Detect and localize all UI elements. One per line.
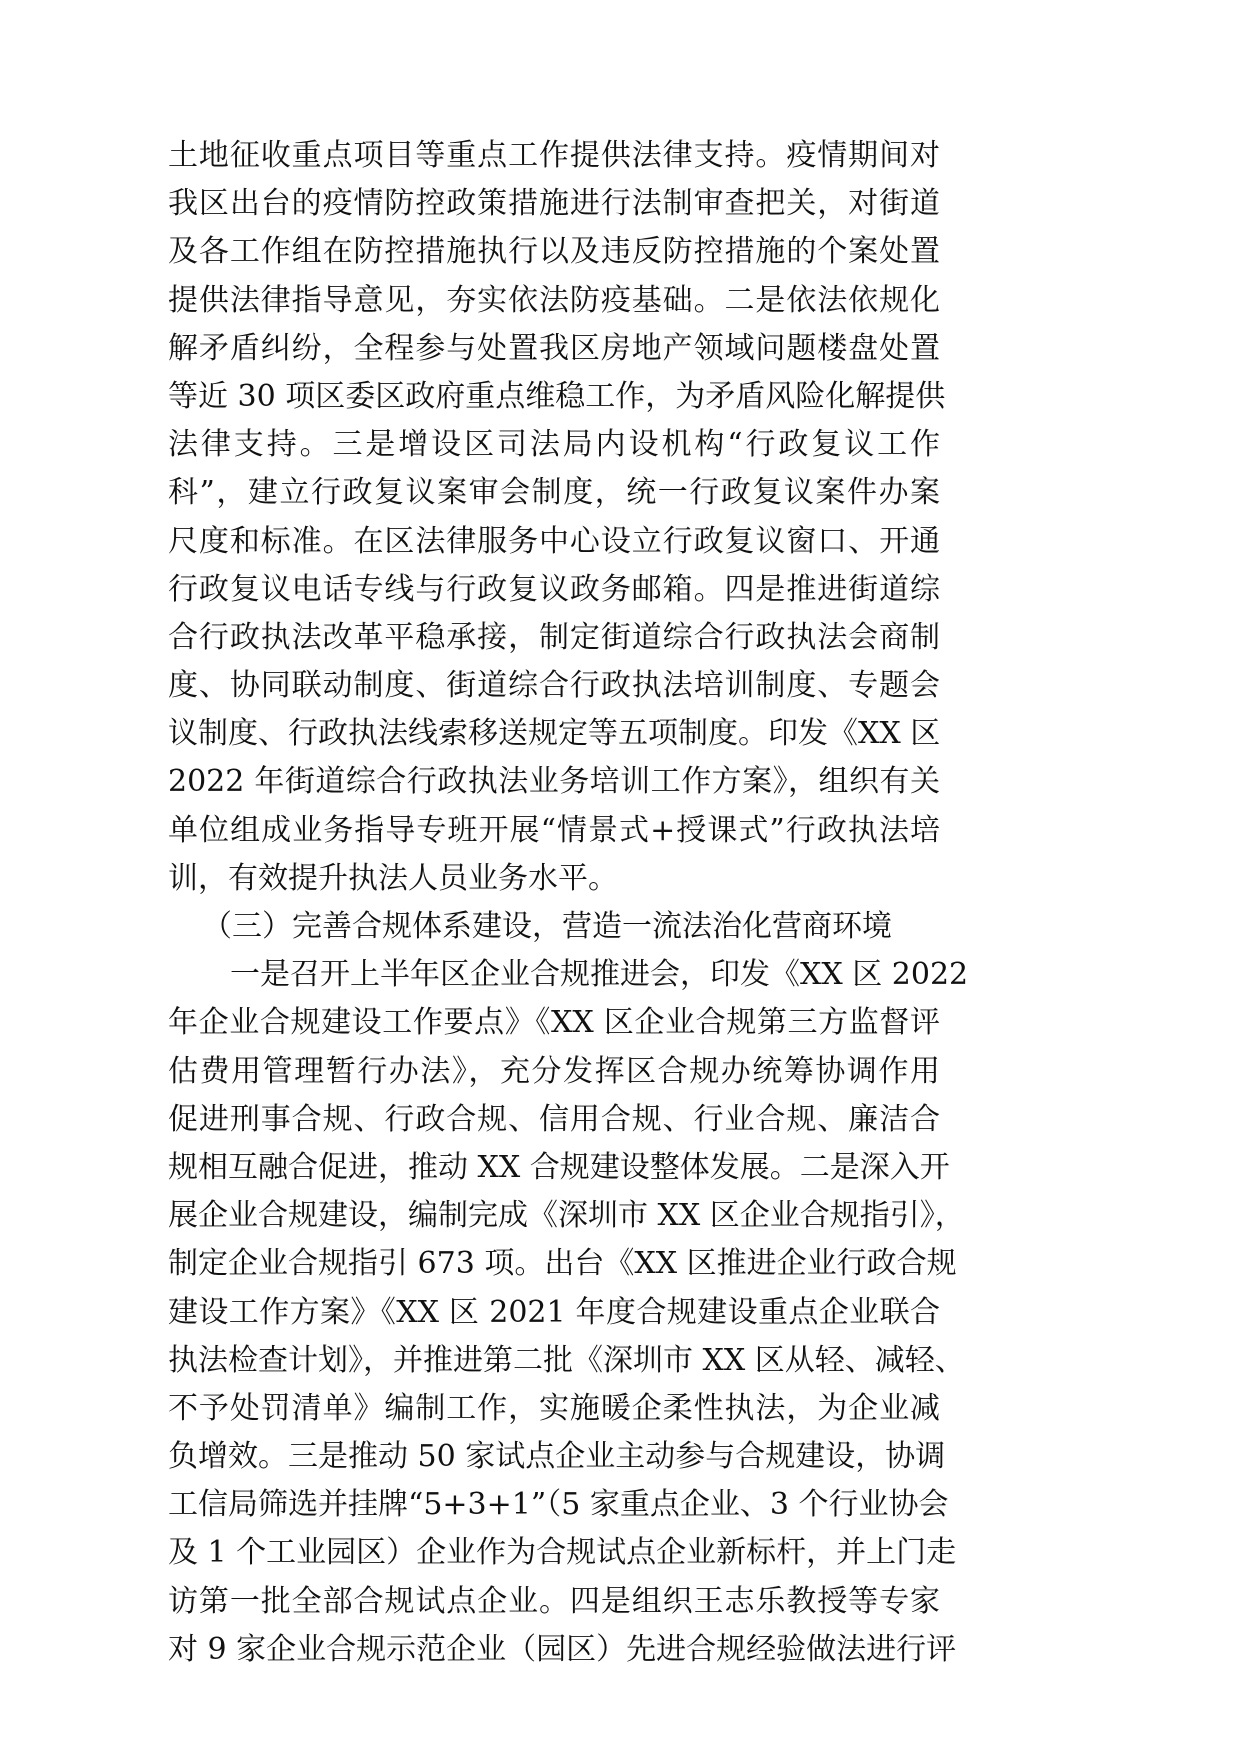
body-text-line: 访第一批全部合规试点企业。四是组织王志乐教授等专家 [168,1583,940,1619]
paragraph-1 [168,132,946,903]
body-text-line: 土地征收重点项目等重点工作提供法律支持。疫情期间对 [168,138,940,173]
body-text-line: 合行政执法改革平稳承接，制定街道综合行政执法会商制 [168,619,940,655]
body-text-line: 及 1 个工业园区）企业作为合规试点企业新标杆，并上门走 [168,1535,957,1571]
document-body [168,132,969,1674]
body-text-line: 建设工作方案》《XX 区 2021 年度合规建设重点企业联合 [168,1294,940,1330]
paragraph-2 [168,951,969,1674]
body-text-line: 提供法律指导意见，夯实依法防疫基础。二是依法依规化 [168,282,940,318]
body-text-line: 科”，建立行政复议案审会制度，统一行政复议案件办案 [168,475,940,511]
body-text-line: 我区出台的疫情防控政策措施进行法制审查把关，对街道 [168,186,940,222]
body-text-line: 负增效。三是推动 50 家试点企业主动参与合规建设，协调 [168,1439,946,1475]
body-text-line: 一是召开上半年区企业合规推进会，印发《XX 区 2022 [230,957,969,993]
body-text-line: 度、协同联动制度、街道综合行政执法培训制度、专题会 [168,668,940,704]
body-text-line: 规相互融合促进，推动 XX 合规建设整体发展。二是深入开 [168,1149,950,1185]
body-text-line: 解矛盾纠纷，全程参与处置我区房地产领域问题楼盘处置 [168,330,940,366]
body-text-line: 及各工作组在防控措施执行以及违反防控措施的个案处置 [168,234,940,270]
body-text-line: 行政复议电话专线与行政复议政务邮箱。四是推进街道综 [168,571,940,607]
body-text-line: 对 9 家企业合规示范企业（园区）先进合规经验做法进行评 [168,1631,957,1667]
body-text-line: 等近 30 项区委区政府重点维稳工作，为矛盾风险化解提供 [168,378,946,414]
body-text-line: 促进刑事合规、行政合规、信用合规、行业合规、廉洁合 [168,1101,940,1137]
body-text-line: 工信局筛选并挂牌“5+3+1”（5 家重点企业、3 个行业协会 [168,1487,949,1523]
body-text-line: 制定企业合规指引 673 项。出台《XX 区推进企业行政合规 [168,1246,957,1282]
body-text-line: 法律支持。三是增设区司法局内设机构“行政复议工作 [168,427,940,463]
body-text-line: 尺度和标准。在区法律服务中心设立行政复议窗口、开通 [168,523,940,559]
section-heading: （三）完善合规体系建设，营造一流法治化营商环境 [202,909,892,944]
body-text-line: 议制度、行政执法线索移送规定等五项制度。印发《XX 区 [168,716,941,752]
body-text-line: 展企业合规建设，编制完成《深圳市 XX 区企业合规指引》， [168,1198,965,1234]
body-text-line: 单位组成业务指导专班开展“情景式+授课式”行政执法培 [168,812,940,848]
body-text-line: 不予处罚清单》编制工作，实施暖企柔性执法，为企业减 [168,1390,940,1426]
body-text-line: 训，有效提升执法人员业务水平。 [168,860,618,896]
body-text-line: 估费用管理暂行办法》，充分发挥区合规办统筹协调作用 [168,1053,940,1089]
body-text-line: 2022 年街道综合行政执法业务培训工作方案》，组织有关 [168,764,940,800]
body-text-line: 年企业合规建设工作要点》《XX 区企业合规第三方监督评 [168,1005,940,1041]
body-text-line: 执法检查计划》，并推进第二批《深圳市 XX 区从轻、减轻、 [168,1342,965,1378]
